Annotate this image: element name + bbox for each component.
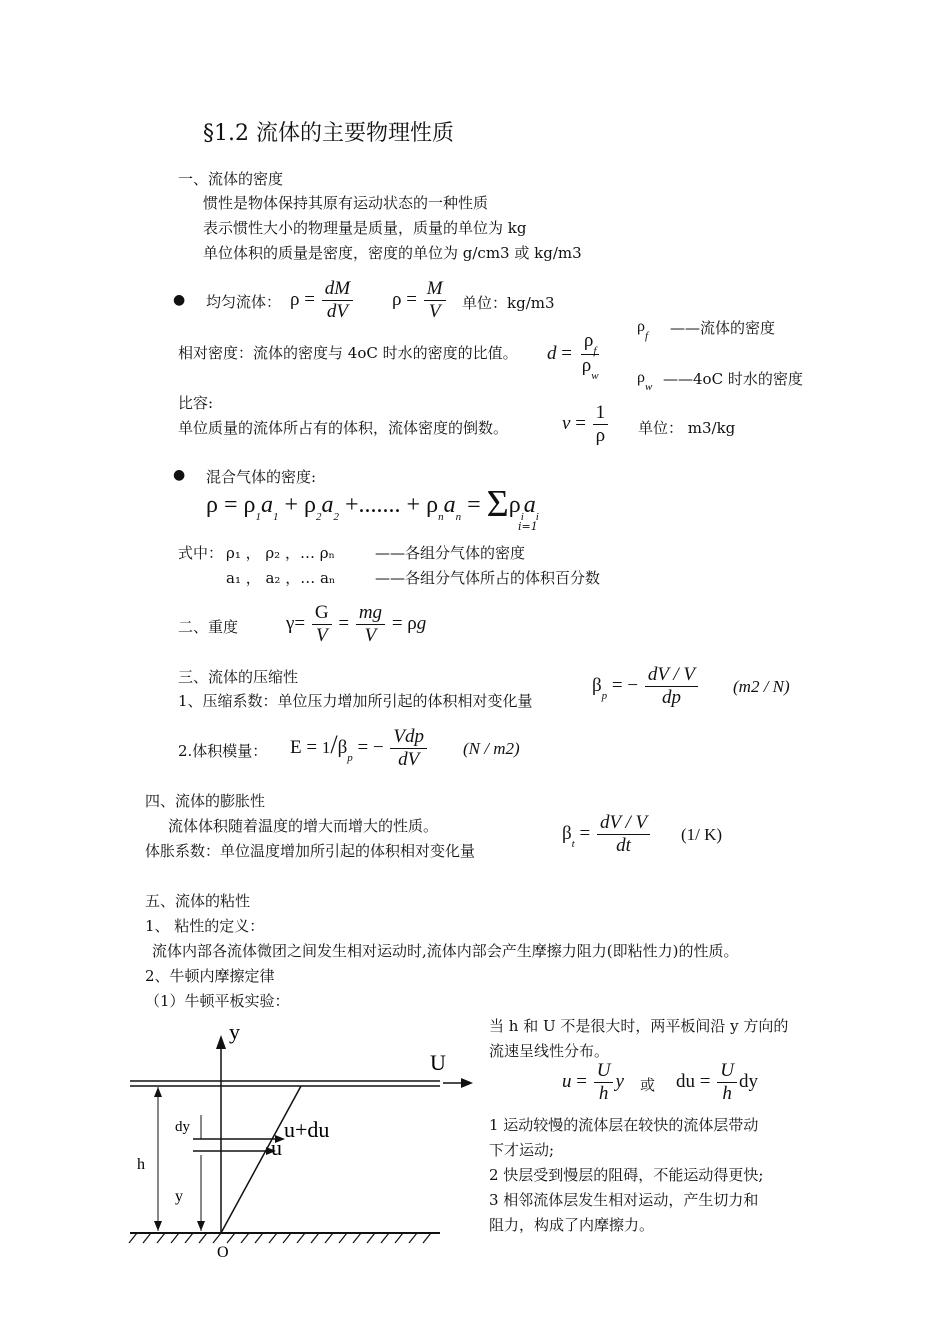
where-label: 式中： [178, 544, 224, 562]
section-density-heading: 一、流体的密度 [178, 170, 284, 188]
velocity-profile-line [221, 1086, 301, 1233]
compressibility-unit: (m2 / N) [733, 677, 790, 696]
relative-density-text: 相对密度：流体的密度与 4oC 时水的密度的比值。 [178, 344, 518, 362]
bullet-mixed: ● [173, 467, 186, 483]
section-viscosity-heading: 五、流体的粘性 [145, 892, 251, 910]
velocity-formula: u = $\frac{U}{h}$ y [562, 1060, 624, 1104]
mixed-gas-label: 混合气体的密度: [206, 468, 317, 486]
a-list: a₁ ， a₂ ，… aₙ [226, 569, 336, 587]
y-axis-label: y [229, 1019, 240, 1044]
rho-list-description: ——各组分气体的密度 [375, 544, 526, 562]
density-unit-text: 单位体积的质量是密度，密度的单位为 g/cm3 或 kg/m3 [203, 244, 582, 262]
note-3a: 3 相邻流体层发生相对运动，产生切力和 [489, 1191, 759, 1209]
viscosity-item-3: （1）牛顿平板实验： [145, 992, 290, 1010]
viscosity-item-2: 2、牛顿内摩擦定律 [145, 967, 275, 985]
relative-density-formula: d = $\frac{\rho_f}{\rho_w}$ [547, 330, 599, 382]
h-arrow-top [154, 1087, 162, 1097]
note-1b: 下才运动; [489, 1141, 555, 1159]
uniform-fluid-label: 均匀流体： [206, 293, 282, 311]
h-label: h [137, 1156, 145, 1173]
section-compressibility-heading: 三、流体的压缩性 [178, 668, 299, 686]
bulk-modulus-label: 2.体积模量： [178, 742, 268, 760]
rho-f-description: ——流体的密度 [670, 319, 776, 337]
expansion-coefficient-text: 体胀系数：单位温度增加所引起的体积相对变化量 [145, 842, 476, 860]
a-list-description: ——各组分气体所占的体积百分数 [375, 569, 601, 587]
specific-volume-formula: v = $\frac{1}{\rho}$ [562, 402, 610, 447]
linear-profile-text-2: 流速呈线性分布。 [489, 1042, 610, 1060]
inertia-text: 惯性是物体保持其原有运动状态的一种性质 [203, 194, 489, 212]
bulk-modulus-formula: $E = 1/\beta_p$ = − $\frac{\text{Vdp}}{dV}$ [290, 726, 429, 771]
mass-text: 表示惯性大小的物理量是质量，质量的单位为 kg [203, 219, 527, 237]
uniform-density-formula-2: ρ = $\frac{M}{V}$ [392, 278, 448, 323]
note-2: 2 快层受到慢层的阻碍，不能运动得更快; [489, 1166, 764, 1184]
note-3b: 阻力，构成了内摩擦力。 [489, 1216, 655, 1234]
dy-label: dy [175, 1119, 190, 1135]
rho-w-symbol: $\rho_w$ [637, 369, 653, 393]
specific-weight-formula: γ= $\frac{G}{V}$ = $\frac{mg}{V}$ = ρg [286, 602, 427, 646]
velocity-U-arrowhead [461, 1078, 473, 1088]
u-label: u [271, 1135, 282, 1160]
linear-profile-text-1: 当 h 和 U 不是很大时，两平板间沿 y 方向的 [489, 1017, 789, 1035]
uniform-density-formula-1: ρ = $\frac{dM}{dV}$ [290, 278, 355, 323]
expansion-formula: $\beta_t$ = $\frac{dV / V}{dt}$ [562, 812, 652, 857]
note-1a: 1 运动较慢的流体层在较快的流体层带动 [489, 1116, 759, 1134]
expansion-unit: (1/ K) [681, 825, 723, 844]
velocity-differential-formula: du = $\frac{U}{h}$ dy [676, 1060, 758, 1104]
y-arrow-bottom [197, 1221, 205, 1231]
page-title: §1.2 流体的主要物理性质 [203, 121, 454, 146]
rho-f-symbol: $\rho_f$ [637, 318, 649, 342]
expansion-definition: 流体体积随着温度的增大而增大的性质。 [168, 817, 439, 835]
uniform-unit: 单位：kg/m3 [462, 294, 555, 312]
viscosity-item-1: 1、 粘性的定义： [145, 917, 265, 935]
specific-volume-label: 比容: [178, 394, 214, 412]
compressibility-coefficient-text: 1、压缩系数：单位压力增加所引起的体积相对变化量 [178, 692, 533, 710]
mixed-gas-formula: $\rho = \rho_1a_1 + \rho_2a_2$ +....... + $\rho_na_n = \Sigma\rho_ia_i$ [206, 483, 539, 525]
compressibility-formula: $\beta_p$ = − $\frac{dV / V}{dp}$ [592, 664, 700, 709]
y-axis-arrow [216, 1035, 226, 1049]
section-expansion-heading: 四、流体的膨胀性 [145, 792, 266, 810]
or-text: 或 [640, 1076, 656, 1094]
viscosity-definition: 流体内部各流体微团之间发生相对运动时,流体内部会产生摩擦力阻力(即粘性力)的性质。 [152, 942, 739, 960]
bottom-plate-hatching [129, 1233, 431, 1243]
bullet-uniform: ● [173, 292, 186, 308]
origin-label: O [217, 1244, 229, 1260]
velocity-U-label: U [430, 1050, 446, 1075]
h-arrow-bottom [154, 1221, 162, 1231]
y-label: y [175, 1188, 183, 1205]
rho-w-description: ——4oC 时水的密度 [663, 370, 803, 388]
section-weight-heading: 二、重度 [178, 618, 239, 636]
udu-label: u+du [284, 1117, 330, 1142]
rho-list: ρ₁ ， ρ₂ ，… ρₙ [226, 544, 336, 562]
newton-plate-diagram [125, 1015, 480, 1260]
specific-volume-unit: 单位： m3/kg [638, 419, 736, 437]
bulk-modulus-unit: (N / m2) [463, 739, 520, 758]
specific-volume-text: 单位质量的流体所占有的体积，流体密度的倒数。 [178, 419, 509, 437]
sum-index: i=1 [518, 520, 538, 533]
